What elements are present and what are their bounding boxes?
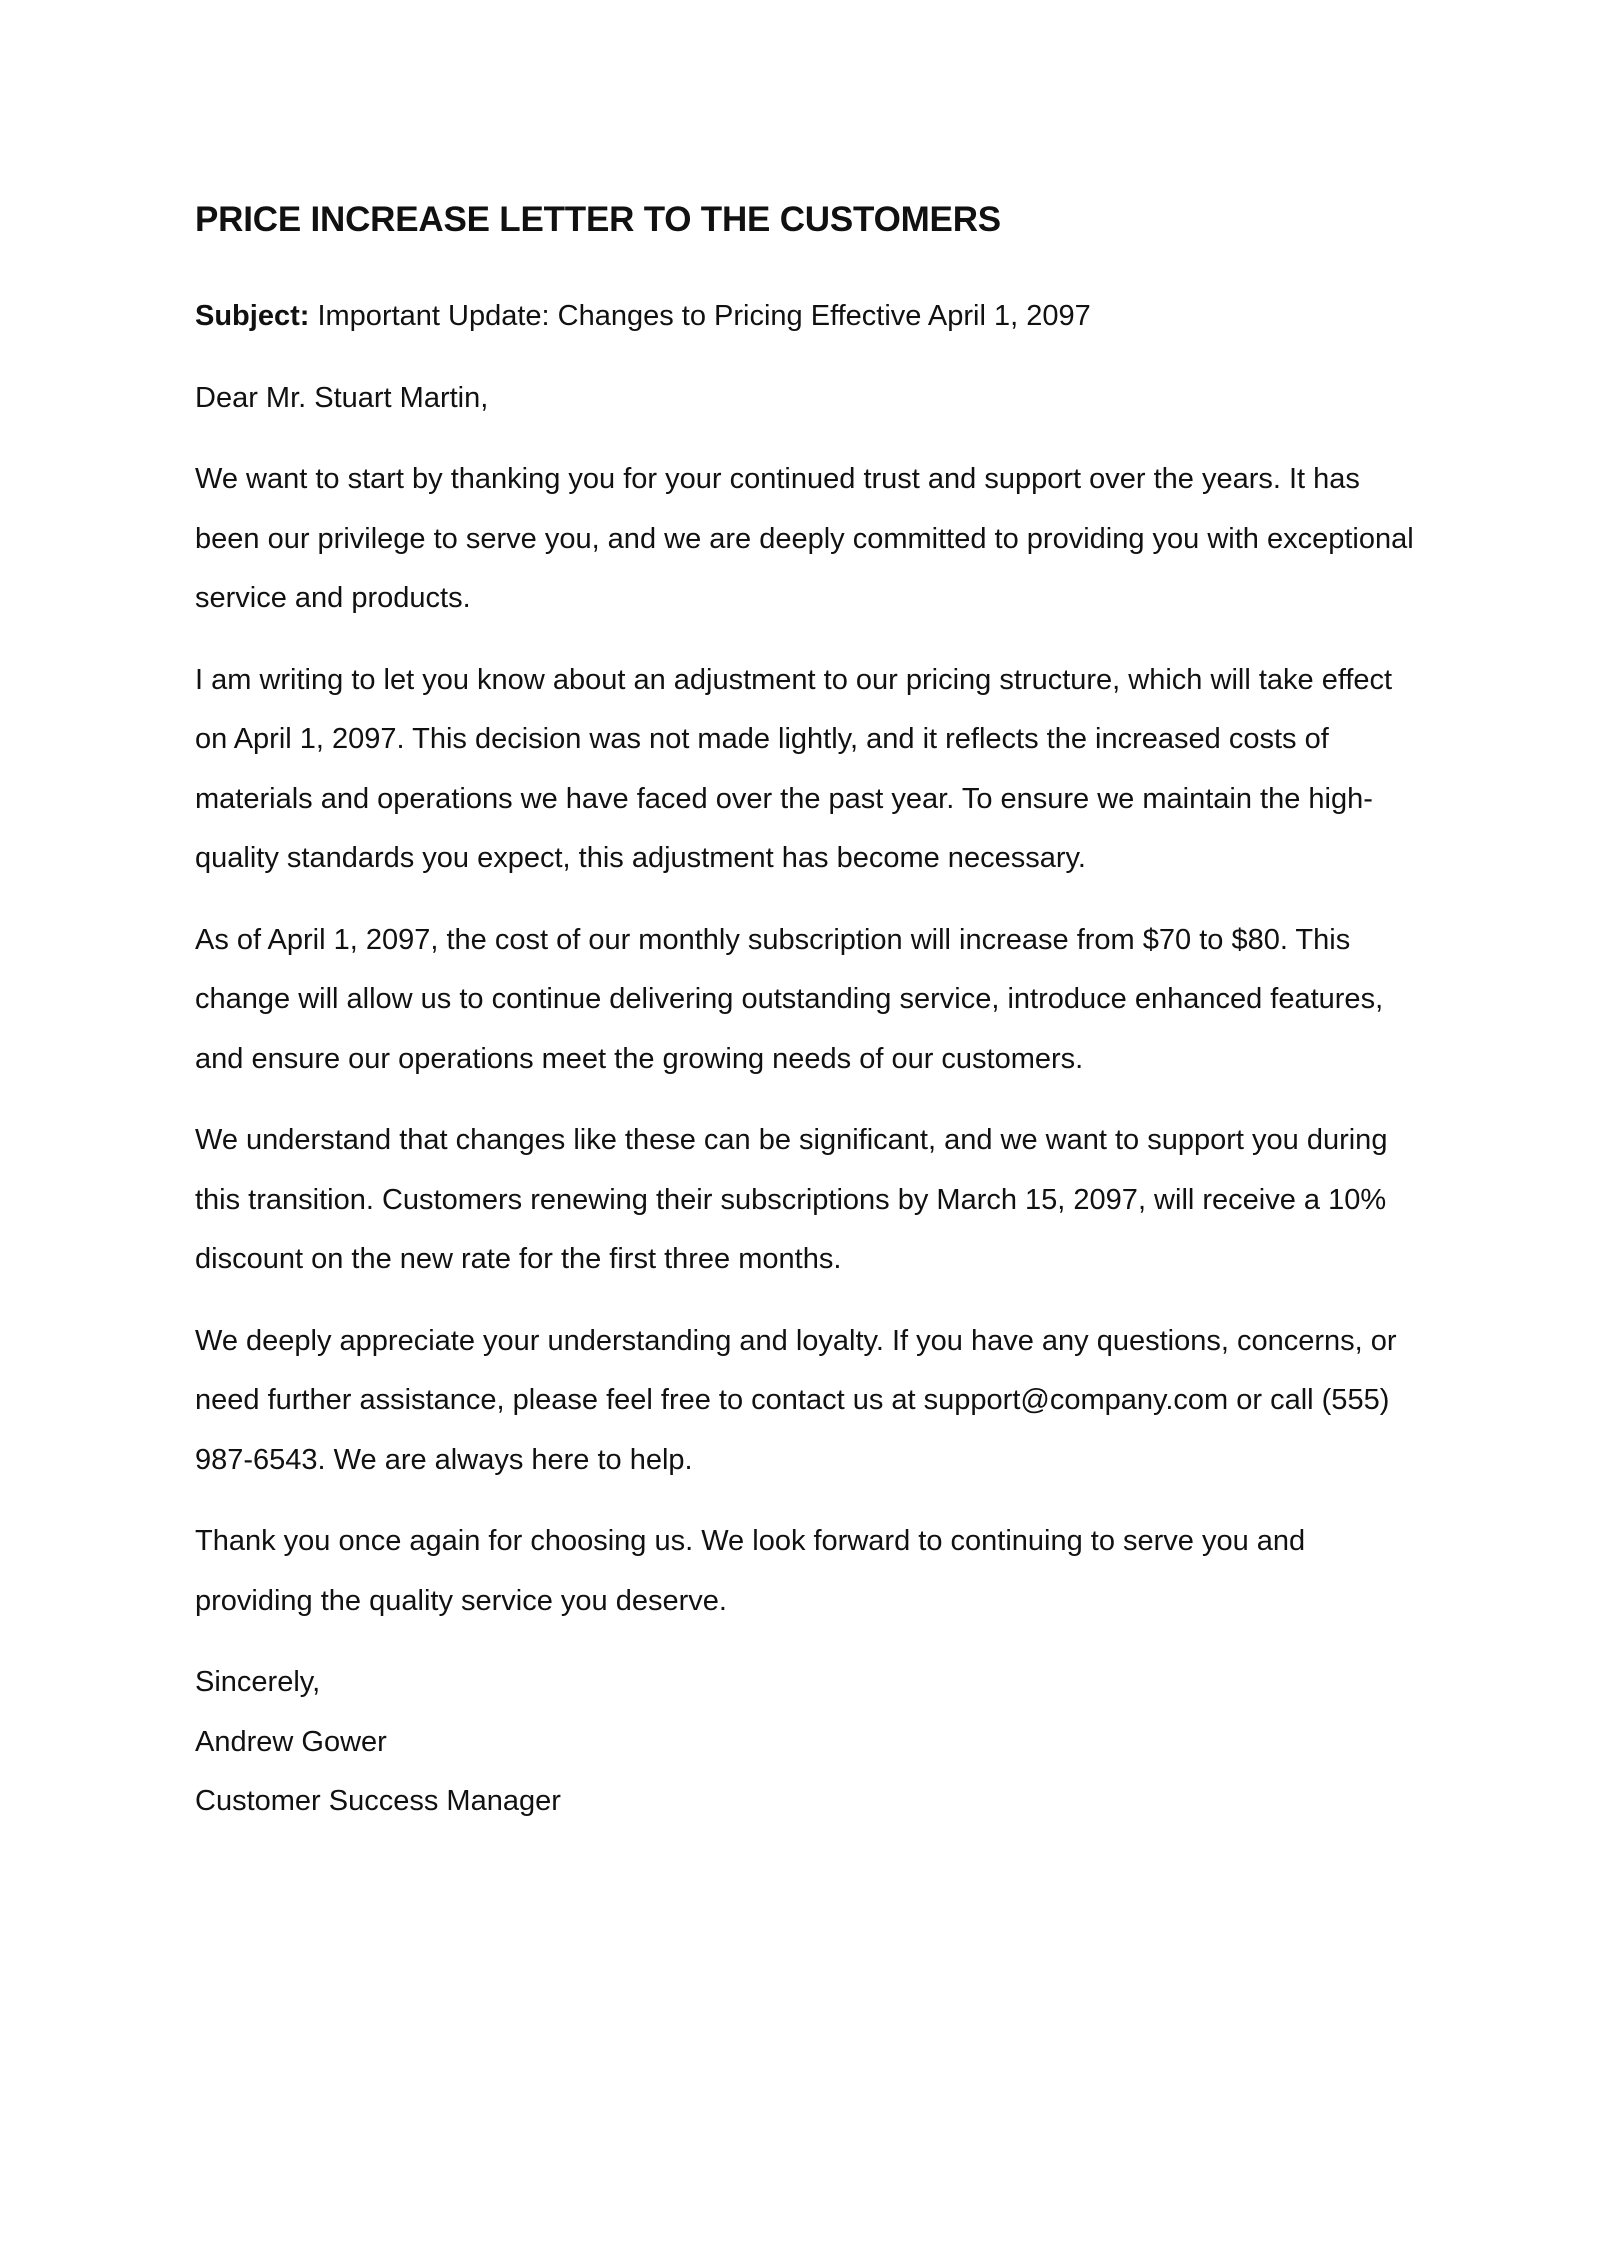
paragraph-discount: We understand that changes like these can be significant, and we want to support you during this transition. Customers renewing their subscriptions by March 15, 2097, will receive a 10% discount on the new rate for the first three months. [195, 1124, 1388, 1275]
subject-label: Subject: [195, 300, 310, 332]
subject-line [195, 287, 1425, 347]
subject-text: Important Update: Changes to Pricing Effective April 1, 2097 [317, 300, 1091, 332]
letter-title: PRICE INCREASE LETTER TO THE CUSTOMERS [195, 200, 1001, 239]
sender-title: Customer Success Manager [195, 1785, 561, 1817]
sender-name: Andrew Gower [195, 1725, 387, 1758]
salutation: Dear Mr. Stuart Martin, [195, 381, 489, 414]
paragraph-new-price: As of April 1, 2097, the cost of our monthly subscription will increase from $70 to $80. This change will allow us to continue delivering outstanding service, introduce enhanced features, and ensure our operations meet the growing needs of our customers. [195, 923, 1384, 1075]
paragraph-adjustment: I am writing to let you know about an adjustment to our pricing structure, which will take effect on April 1, 2097. This decision was not made lightly, and it reflects the increased costs of materials and operations we have faced over the past year. To ensure we maintain the high-quality standards you expect, this adjustment has become necessary. [195, 663, 1393, 874]
paragraph-contact: We deeply appreciate your understanding and loyalty. If you have any questions, concerns, or need further assistance, please feel free to contact us at support@company.com or call (555) 987-6543. We are always here to help. [195, 1324, 1397, 1476]
letter-body [195, 195, 1425, 1832]
closing-phrase: Sincerely, [195, 1666, 321, 1698]
paragraph-thanks: We want to start by thanking you for your continued trust and support over the years. It has been our privilege to serve you, and we are deeply committed to providing you with exceptional service and products. [195, 463, 1414, 614]
paragraph-closing-thanks: Thank you once again for choosing us. We look forward to continuing to serve you and providing the quality service you deserve. [195, 1525, 1306, 1617]
